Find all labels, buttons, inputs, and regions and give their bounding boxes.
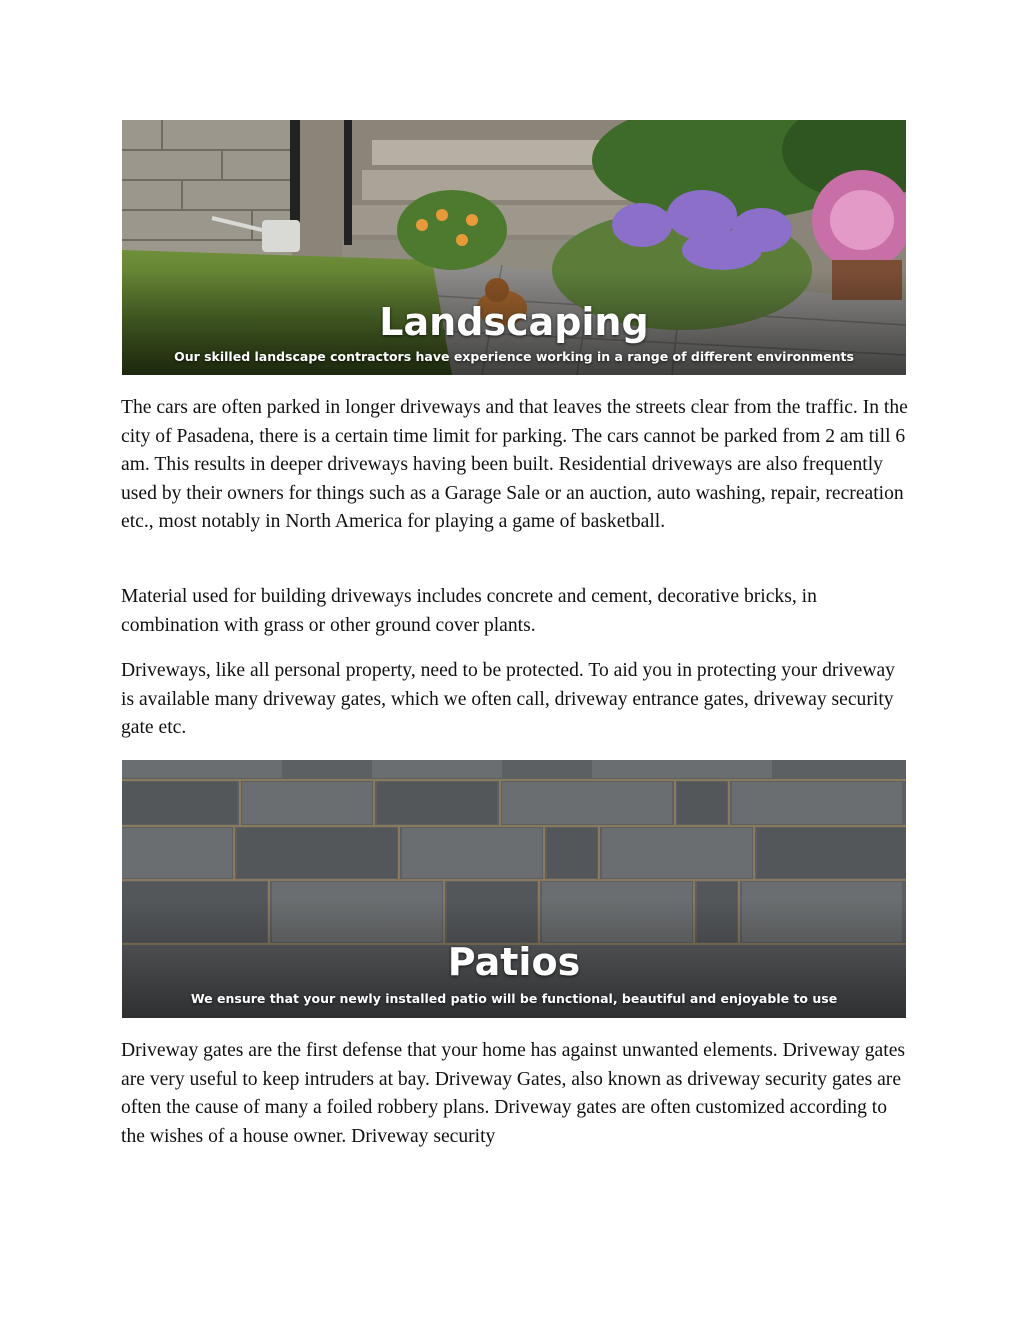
patios-banner bbox=[122, 760, 906, 1018]
patios-subtitle: We ensure that your newly installed patio will be functional, beautiful and enjoyable to use bbox=[190, 991, 838, 1006]
paragraph-protection: Driveways, like all personal property, need to be protected. To aid you in protecting your driveway is available many driveway gates, which we often call, driveway entrance gates, driveway security gate etc. bbox=[121, 660, 895, 739]
landscaping-subtitle: Our skilled landscape contractors have experience working in a range of different environments bbox=[174, 349, 854, 364]
landscaping-title: Landscaping bbox=[379, 300, 649, 344]
patios-title: Patios bbox=[447, 940, 581, 984]
paragraph-materials: Material used for building driveways includes concrete and cement, decorative bricks, in combination with grass or other ground cover plants. bbox=[121, 586, 817, 636]
paragraph-parking: The cars are often parked in longer driveways and that leaves the streets clear from the traffic. In the city of Pasadena, there is a certain time limit for parking. The cars cannot be parked from 2 am till 6 am. This results in deeper driveways having been built. Residential driveways are also frequently used by their owners for things such as a Garage Sale or an auction, auto washing, repair, recreation etc., most notably in North America for playing a game of basketball. bbox=[121, 397, 908, 533]
paragraph-gates: Driveway gates are the first defense that your home has against unwanted elements. Driveway gates are very useful to keep intruders at bay. Driveway Gates, also known as driveway security gates are often the cause of many a foiled robbery plans. Driveway gates are often customized according to the wishes of a house owner. Driveway security bbox=[121, 1040, 906, 1147]
landscaping-banner bbox=[122, 120, 906, 375]
